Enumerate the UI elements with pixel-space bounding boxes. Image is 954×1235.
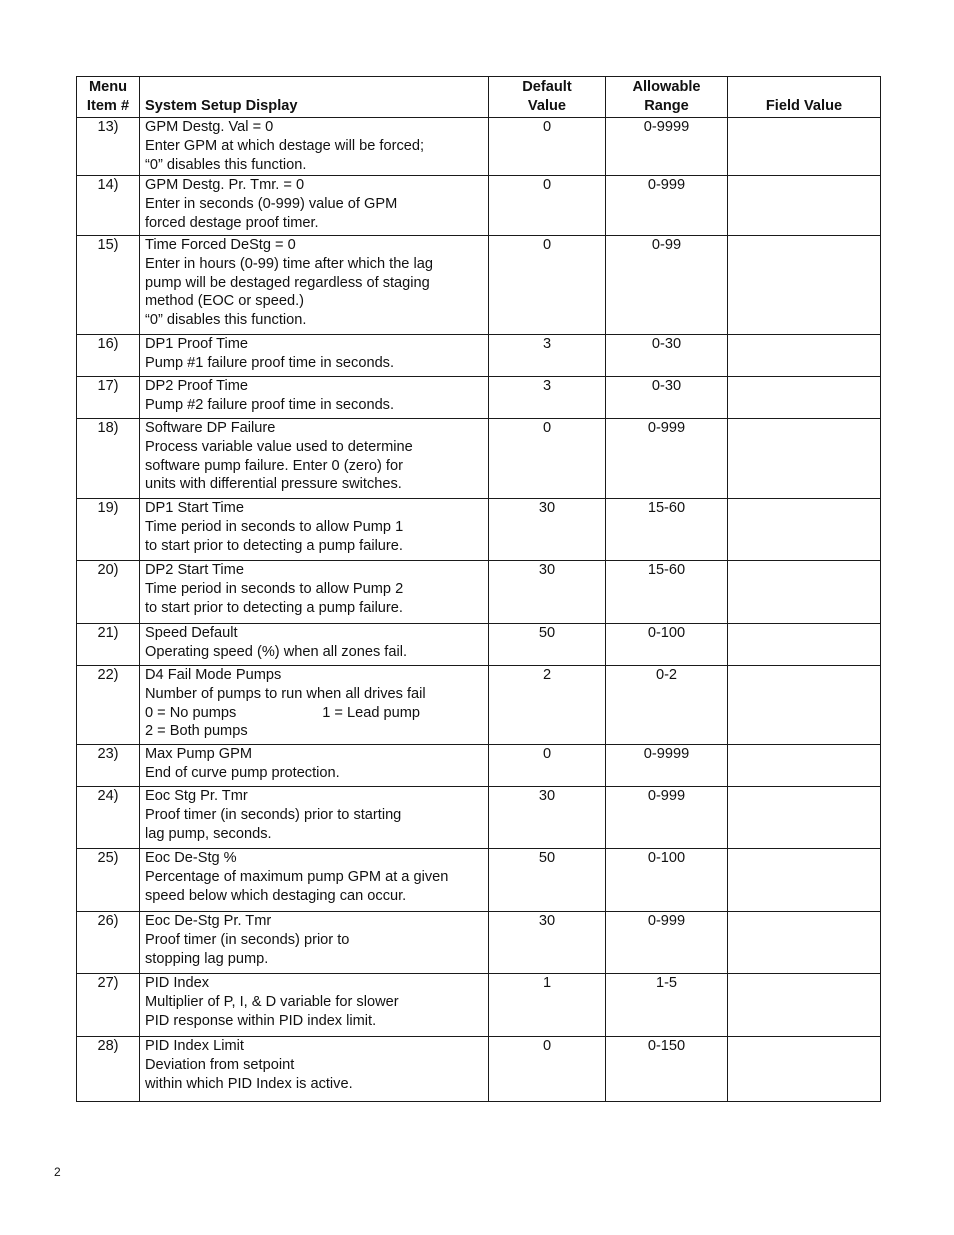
description-line: method (EOC or speed.): [145, 293, 304, 310]
description-line: Operating speed (%) when all zones fail.: [145, 643, 408, 660]
setup-display-description: [140, 236, 489, 335]
default-value: 2: [489, 666, 606, 745]
setup-display-description: [140, 849, 489, 912]
field-value-cell: [728, 745, 881, 787]
field-value-cell: [728, 118, 881, 176]
header-field-value: Field Value: [728, 77, 881, 118]
default-value: 0: [489, 745, 606, 787]
setup-display-description: [140, 974, 489, 1037]
menu-item-number: 17): [77, 377, 140, 419]
table-row: [77, 176, 881, 236]
field-value-cell: [728, 419, 881, 499]
description-line: Time period in seconds to allow Pump 2: [145, 580, 404, 597]
setup-display-description: [140, 624, 489, 666]
setup-display-description: [140, 176, 489, 236]
table-row: [77, 499, 881, 561]
description-line: Pump #1 failure proof time in seconds.: [145, 354, 395, 371]
description-line: Enter in hours (0-99) time after which the lag: [145, 255, 433, 272]
allowable-range: 1-5: [606, 974, 728, 1037]
description-line: D4 Fail Mode Pumps: [145, 667, 282, 683]
field-value-cell: [728, 666, 881, 745]
description-line: Proof timer (in seconds) prior to starting: [145, 806, 402, 823]
table-row: [77, 118, 881, 176]
table-row: [77, 974, 881, 1037]
default-value: 1: [489, 974, 606, 1037]
description-line: Speed Default: [145, 625, 238, 641]
menu-item-number: 21): [77, 624, 140, 666]
setup-display-description: [140, 377, 489, 419]
allowable-range: 0-999: [606, 176, 728, 236]
default-value: 30: [489, 787, 606, 849]
table-row: [77, 377, 881, 419]
allowable-range: 15-60: [606, 561, 728, 624]
setup-display-description: [140, 499, 489, 561]
description-line: End of curve pump protection.: [145, 764, 340, 781]
header-default-value: Default Value: [489, 77, 606, 118]
table-row: [77, 666, 881, 745]
allowable-range: 0-999: [606, 419, 728, 499]
description-line: units with differential pressure switches.: [145, 476, 402, 493]
description-line: PID Index Limit: [145, 1038, 244, 1054]
field-value-cell: [728, 787, 881, 849]
setup-display-description: [140, 912, 489, 974]
page-number: 2: [54, 1165, 61, 1179]
description-line: PID response within PID index limit.: [145, 1012, 377, 1029]
description-line: to start prior to detecting a pump failure.: [145, 599, 403, 616]
allowable-range: 15-60: [606, 499, 728, 561]
allowable-range: 0-9999: [606, 745, 728, 787]
description-line: DP1 Start Time: [145, 500, 244, 516]
setup-display-description: [140, 335, 489, 377]
description-line: Max Pump GPM: [145, 746, 253, 762]
description-line: Deviation from setpoint: [145, 1056, 295, 1073]
menu-item-number: 25): [77, 849, 140, 912]
description-line: GPM Destg. Pr. Tmr. = 0: [145, 177, 305, 193]
table-row: [77, 561, 881, 624]
default-value: 30: [489, 561, 606, 624]
menu-item-number: 13): [77, 118, 140, 176]
field-value-cell: [728, 377, 881, 419]
default-value: 0: [489, 419, 606, 499]
menu-item-number: 18): [77, 419, 140, 499]
option-line: [145, 704, 484, 723]
description-line: to start prior to detecting a pump failure.: [145, 537, 403, 554]
default-value: 3: [489, 377, 606, 419]
menu-item-number: 22): [77, 666, 140, 745]
setup-display-description: [140, 561, 489, 624]
description-line: DP1 Proof Time: [145, 336, 249, 352]
description-line: GPM Destg. Val = 0: [145, 119, 274, 135]
menu-item-number: 16): [77, 335, 140, 377]
description-line: Multiplier of P, I, & D variable for slower: [145, 993, 399, 1010]
setup-display-description: [140, 666, 489, 745]
header-system-setup-display: System Setup Display: [140, 77, 489, 118]
description-line: stopping lag pump.: [145, 950, 269, 967]
setup-display-description: [140, 787, 489, 849]
table-row: [77, 419, 881, 499]
menu-item-number: 15): [77, 236, 140, 335]
header-allowable-range: Allowable Range: [606, 77, 728, 118]
default-value: 30: [489, 499, 606, 561]
table-row: [77, 849, 881, 912]
description-line: lag pump, seconds.: [145, 825, 272, 842]
description-line: Eoc De-Stg %: [145, 850, 237, 866]
option-lead-pump: 1 = Lead pump: [322, 704, 421, 721]
default-value: 50: [489, 624, 606, 666]
allowable-range: 0-2: [606, 666, 728, 745]
allowable-range: 0-30: [606, 377, 728, 419]
header-menu-item: Menu Item #: [77, 77, 140, 118]
menu-item-number: 28): [77, 1037, 140, 1102]
field-value-cell: [728, 335, 881, 377]
table-row: [77, 335, 881, 377]
description-line: Enter in seconds (0-999) value of GPM: [145, 195, 398, 212]
default-value: 0: [489, 236, 606, 335]
allowable-range: 0-100: [606, 624, 728, 666]
option-both-pumps: 2 = Both pumps: [145, 723, 248, 740]
menu-item-number: 23): [77, 745, 140, 787]
field-value-cell: [728, 624, 881, 666]
table-row: [77, 912, 881, 974]
description-line: “0” disables this function.: [145, 312, 307, 329]
default-value: 0: [489, 1037, 606, 1102]
description-line: DP2 Proof Time: [145, 378, 249, 394]
description-line: software pump failure. Enter 0 (zero) for: [145, 457, 403, 474]
allowable-range: 0-9999: [606, 118, 728, 176]
description-line: Percentage of maximum pump GPM at a given: [145, 868, 449, 885]
table-row: [77, 624, 881, 666]
table-row: [77, 1037, 881, 1102]
description-line: within which PID Index is active.: [145, 1075, 353, 1092]
description-line: Number of pumps to run when all drives fail: [145, 685, 426, 702]
description-line: Process variable value used to determine: [145, 438, 413, 455]
allowable-range: 0-99: [606, 236, 728, 335]
field-value-cell: [728, 176, 881, 236]
field-value-cell: [728, 974, 881, 1037]
setup-display-description: [140, 419, 489, 499]
default-value: 0: [489, 176, 606, 236]
description-line: Proof timer (in seconds) prior to: [145, 931, 350, 948]
default-value: 30: [489, 912, 606, 974]
table-row: [77, 745, 881, 787]
allowable-range: 0-999: [606, 787, 728, 849]
description-line: Enter GPM at which destage will be forced;: [145, 137, 425, 154]
menu-item-number: 14): [77, 176, 140, 236]
description-line: Time Forced DeStg = 0: [145, 237, 296, 253]
table-row: [77, 787, 881, 849]
menu-item-number: 26): [77, 912, 140, 974]
description-line: Pump #2 failure proof time in seconds.: [145, 396, 395, 413]
description-line: Software DP Failure: [145, 420, 276, 436]
allowable-range: 0-30: [606, 335, 728, 377]
description-line: “0” disables this function.: [145, 156, 307, 173]
menu-item-number: 20): [77, 561, 140, 624]
setup-display-description: [140, 1037, 489, 1102]
table-row: [77, 236, 881, 335]
default-value: 3: [489, 335, 606, 377]
description-line: Time period in seconds to allow Pump 1: [145, 518, 404, 535]
description-line: forced destage proof timer.: [145, 214, 319, 231]
system-setup-table: [76, 76, 881, 1102]
default-value: 0: [489, 118, 606, 176]
table-header-row: [77, 77, 881, 118]
description-line: speed below which destaging can occur.: [145, 887, 407, 904]
field-value-cell: [728, 912, 881, 974]
field-value-cell: [728, 849, 881, 912]
table-body: [77, 118, 881, 1102]
setup-display-description: [140, 118, 489, 176]
menu-item-number: 24): [77, 787, 140, 849]
menu-item-number: 19): [77, 499, 140, 561]
field-value-cell: [728, 499, 881, 561]
allowable-range: 0-999: [606, 912, 728, 974]
allowable-range: 0-100: [606, 849, 728, 912]
allowable-range: 0-150: [606, 1037, 728, 1102]
description-line: Eoc De-Stg Pr. Tmr: [145, 913, 272, 929]
field-value-cell: [728, 561, 881, 624]
description-line: pump will be destaged regardless of staging: [145, 274, 430, 291]
description-line: PID Index: [145, 975, 210, 991]
setup-display-description: [140, 745, 489, 787]
option-no-pumps: 0 = No pumps: [145, 704, 237, 721]
default-value: 50: [489, 849, 606, 912]
field-value-cell: [728, 236, 881, 335]
description-line: Eoc Stg Pr. Tmr: [145, 788, 248, 804]
description-line: DP2 Start Time: [145, 562, 244, 578]
menu-item-number: 27): [77, 974, 140, 1037]
field-value-cell: [728, 1037, 881, 1102]
